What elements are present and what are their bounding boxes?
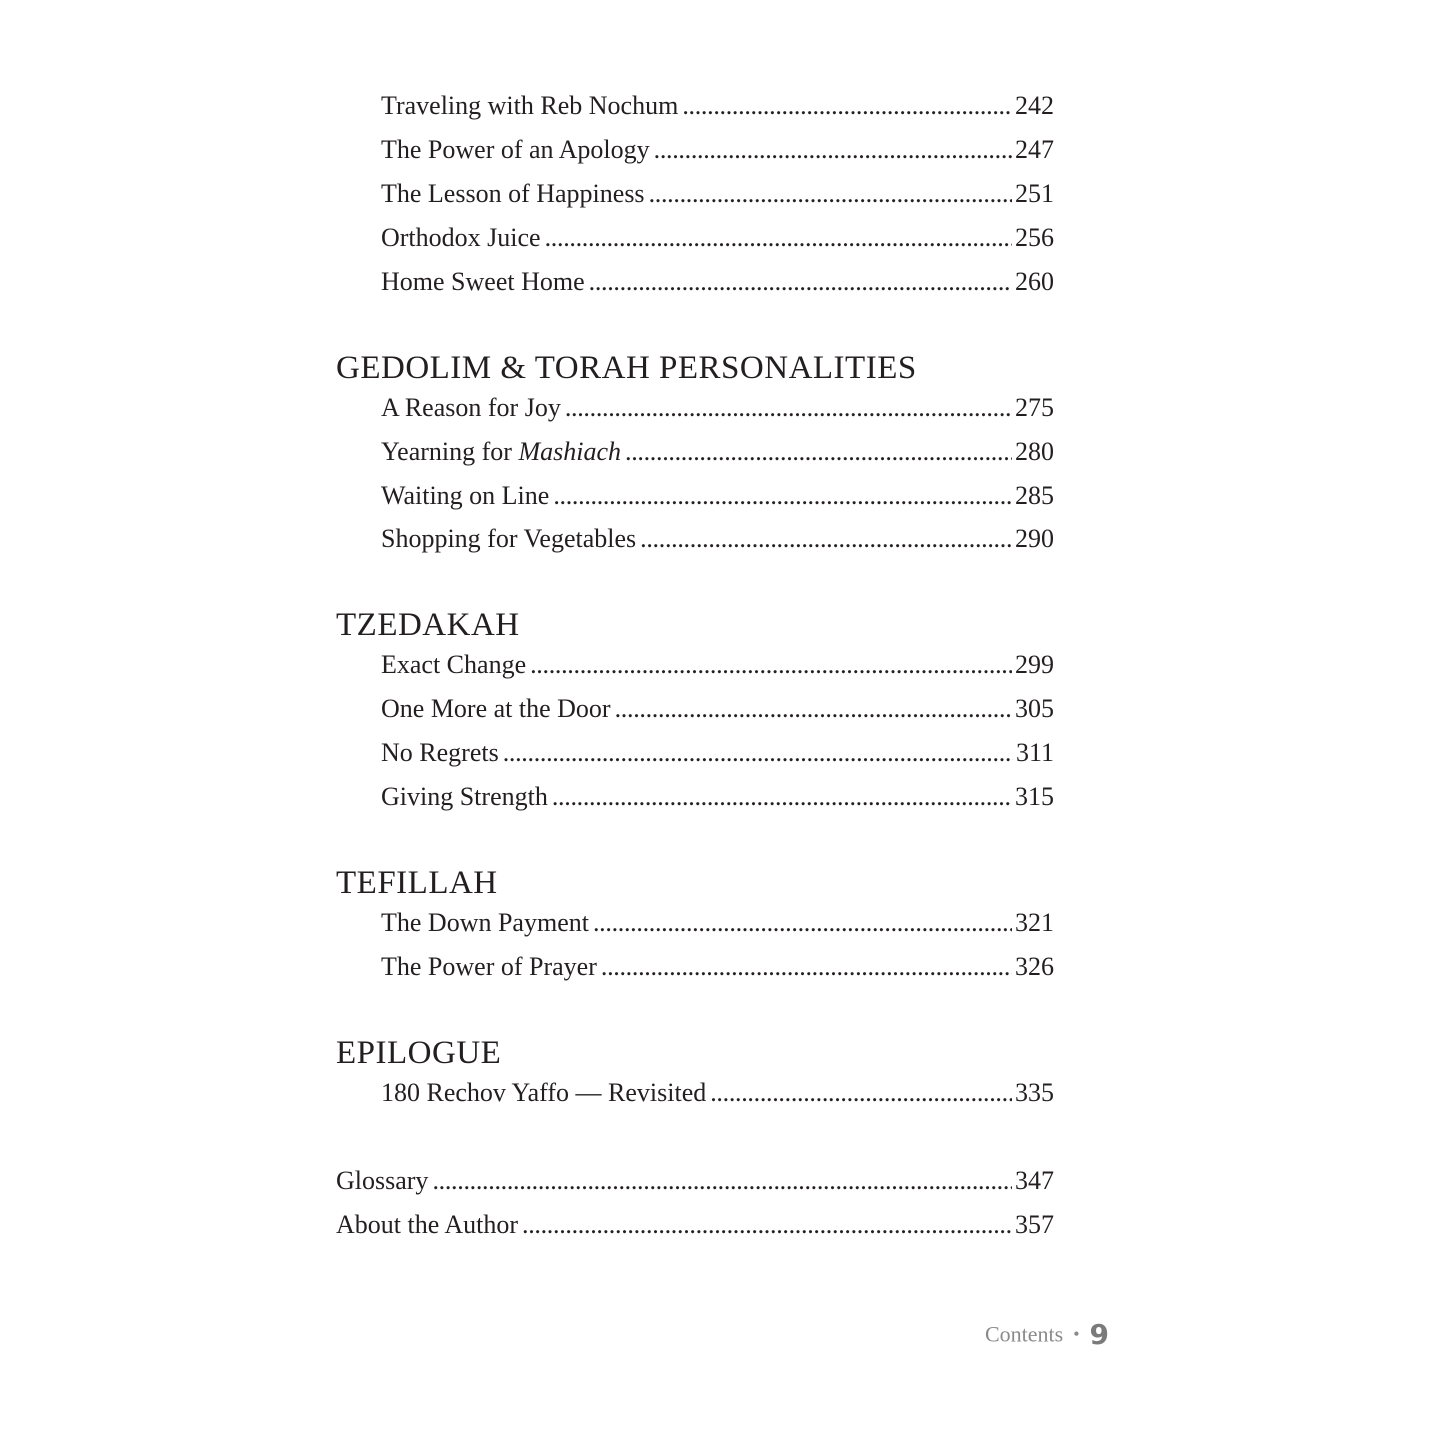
dot-leader bbox=[593, 903, 1012, 943]
toc-entry[interactable] bbox=[381, 1073, 1054, 1113]
entry-page-number: 326 bbox=[1015, 952, 1054, 981]
dot-leader bbox=[432, 1161, 1012, 1201]
entry-title: 180 Rechov Yaffo — Revisited bbox=[381, 1078, 707, 1107]
toc-entry[interactable] bbox=[381, 947, 1054, 987]
dot-leader bbox=[601, 947, 1012, 987]
entry-title: The Power of an Apology bbox=[381, 135, 650, 164]
entry-title: Home Sweet Home bbox=[381, 267, 585, 296]
entry-title: Exact Change bbox=[381, 650, 527, 679]
entry-title-prefix: Yearning for bbox=[381, 437, 519, 466]
entry-page-number: 290 bbox=[1015, 524, 1054, 553]
page-footer bbox=[985, 1318, 1108, 1351]
toc-entry[interactable] bbox=[381, 388, 1054, 428]
dot-leader bbox=[503, 733, 1013, 773]
toc-entry[interactable] bbox=[381, 262, 1054, 302]
toc-entry-about-author[interactable] bbox=[336, 1205, 1054, 1245]
toc-entry[interactable] bbox=[381, 218, 1054, 258]
entry-title: Giving Strength bbox=[381, 782, 548, 811]
dot-leader bbox=[545, 218, 1012, 258]
toc-entry[interactable] bbox=[381, 645, 1054, 685]
toc-entry[interactable] bbox=[381, 689, 1054, 729]
toc-entry[interactable] bbox=[381, 86, 1054, 126]
entry-title: The Lesson of Happiness bbox=[381, 179, 645, 208]
entry-page-number: 260 bbox=[1015, 267, 1054, 296]
dot-leader bbox=[565, 388, 1012, 428]
toc-entry[interactable] bbox=[381, 777, 1054, 817]
entry-title: Orthodox Juice bbox=[381, 223, 541, 252]
entry-page-number: 275 bbox=[1015, 393, 1054, 422]
dot-leader bbox=[640, 519, 1012, 559]
entry-page-number: 357 bbox=[1015, 1210, 1054, 1239]
dot-leader bbox=[552, 777, 1012, 817]
dot-leader bbox=[530, 645, 1012, 685]
toc-entry-glossary[interactable] bbox=[336, 1161, 1054, 1201]
section-heading: TZEDAKAH bbox=[336, 607, 520, 643]
entry-page-number: 251 bbox=[1015, 179, 1054, 208]
toc-entry[interactable] bbox=[381, 174, 1054, 214]
section-heading: EPILOGUE bbox=[336, 1035, 502, 1071]
entry-page-number: 321 bbox=[1015, 908, 1054, 937]
entry-title: The Down Payment bbox=[381, 908, 589, 937]
entry-title: One More at the Door bbox=[381, 694, 611, 723]
toc-entry[interactable] bbox=[381, 733, 1054, 773]
section-heading: TEFILLAH bbox=[336, 865, 498, 901]
entry-title: Traveling with Reb Nochum bbox=[381, 91, 679, 120]
page-number: 9 bbox=[1089, 1318, 1109, 1351]
entry-page-number: 347 bbox=[1015, 1166, 1054, 1195]
dot-leader bbox=[615, 689, 1012, 729]
toc-entry[interactable] bbox=[381, 432, 1054, 472]
dot-leader bbox=[522, 1205, 1012, 1245]
entry-title: The Power of Prayer bbox=[381, 952, 597, 981]
toc-entry[interactable] bbox=[381, 519, 1054, 559]
entry-title: Shopping for Vegetables bbox=[381, 524, 637, 553]
entry-title: No Regrets bbox=[381, 738, 499, 767]
dot-leader bbox=[654, 130, 1012, 170]
entry-page-number: 335 bbox=[1015, 1078, 1054, 1107]
entry-page-number: 315 bbox=[1015, 782, 1054, 811]
dot-leader bbox=[589, 262, 1012, 302]
dot-leader bbox=[625, 432, 1012, 472]
dot-leader bbox=[710, 1073, 1012, 1113]
entry-title: Waiting on Line bbox=[381, 481, 550, 510]
entry-page-number: 256 bbox=[1015, 223, 1054, 252]
entry-title: Glossary bbox=[336, 1166, 429, 1195]
entry-page-number: 311 bbox=[1015, 738, 1054, 767]
entry-title bbox=[381, 432, 625, 472]
entry-page-number: 280 bbox=[1015, 437, 1054, 466]
entry-title-italic: Mashiach bbox=[518, 437, 621, 466]
entry-page-number: 247 bbox=[1015, 135, 1054, 164]
footer-separator: • bbox=[1073, 1324, 1080, 1344]
toc-entry[interactable] bbox=[381, 130, 1054, 170]
dot-leader bbox=[649, 174, 1012, 214]
running-footer-label: Contents bbox=[985, 1321, 1064, 1347]
toc-entry[interactable] bbox=[381, 903, 1054, 943]
entry-page-number: 242 bbox=[1015, 91, 1054, 120]
entry-page-number: 305 bbox=[1015, 694, 1054, 723]
dot-leader bbox=[682, 86, 1012, 126]
entry-page-number: 299 bbox=[1015, 650, 1054, 679]
dot-leader bbox=[553, 476, 1012, 516]
section-heading: GEDOLIM & TORAH PERSONALITIES bbox=[336, 350, 917, 386]
toc-entry[interactable] bbox=[381, 476, 1054, 516]
entry-title: A Reason for Joy bbox=[381, 393, 561, 422]
entry-page-number: 285 bbox=[1015, 481, 1054, 510]
entry-title: About the Author bbox=[336, 1210, 518, 1239]
